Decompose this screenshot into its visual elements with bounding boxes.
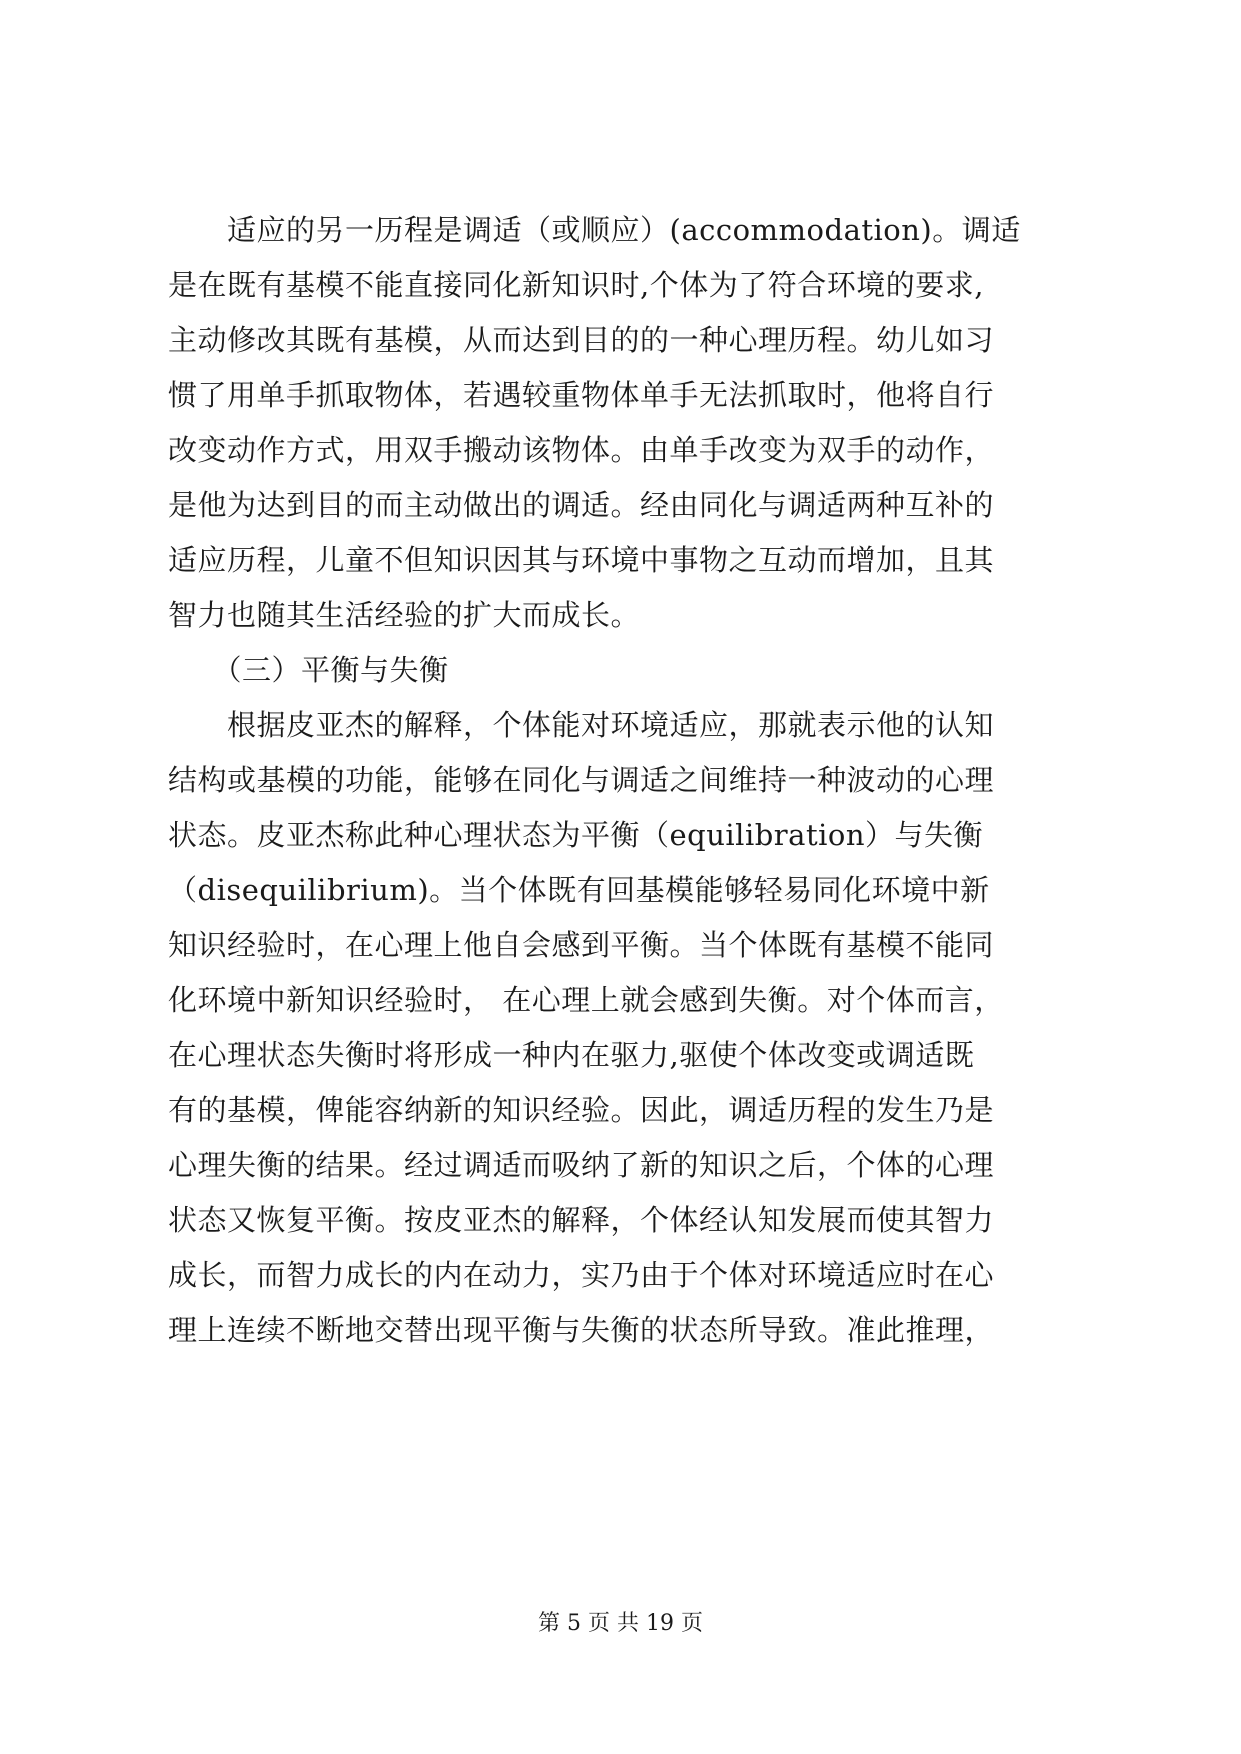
body-line: 改变动作方式，用双手搬动该物体。由单手改变为双手的动作， (168, 433, 995, 467)
section-heading: （三）平衡与失衡 (168, 653, 449, 687)
body-line: 状态又恢复平衡。按皮亚杰的解释，个体经认知发展而使其智力 (168, 1203, 995, 1237)
body-line: 知识经验时，在心理上他自会感到平衡。当个体既有基模不能同 (168, 928, 995, 962)
body-line: 根据皮亚杰的解释，个体能对环境适应，那就表示他的认知 (168, 708, 995, 742)
body-line: 化环境中新知识经验时， 在心理上就会感到失衡。对个体而言， (168, 983, 1004, 1017)
body-line: 状态。皮亚杰称此种心理状态为平衡（equilibration）与失衡 (168, 818, 984, 852)
body-line: 结构或基模的功能，能够在同化与调适之间维持一种波动的心理 (168, 763, 995, 797)
body-line: 有的基模，俾能容纳新的知识经验。因此，调适历程的发生乃是 (168, 1093, 995, 1127)
body-line: 在心理状态失衡时将形成一种内在驱力,驱使个体改变或调适既 (168, 1038, 975, 1072)
body-line: 智力也随其生活经验的扩大而成长。 (168, 598, 641, 632)
body-line: 心理失衡的结果。经过调适而吸纳了新的知识之后，个体的心理 (168, 1148, 995, 1182)
body-line: 成长，而智力成长的内在动力，实乃由于个体对环境适应时在心 (168, 1258, 995, 1292)
page-number: 第 5 页 共 19 页 (538, 1611, 703, 1636)
body-line: 是在既有基模不能直接同化新知识时,个体为了符合环境的要求, (168, 268, 984, 302)
body-line: 是他为达到目的而主动做出的调适。经由同化与调适两种互补的 (168, 488, 995, 522)
body-line: （disequilibrium)。当个体既有回基模能够轻易同化环境中新 (168, 873, 990, 907)
body-line: 适应的另一历程是调适（或顺应）(accommodation)。调适 (168, 213, 1021, 247)
body-line: 惯了用单手抓取物体，若遇较重物体单手无法抓取时，他将自行 (168, 378, 995, 412)
body-line: 理上连续不断地交替出现平衡与失衡的状态所导致。准此推理， (168, 1313, 995, 1347)
body-line: 适应历程，儿童不但知识因其与环境中事物之互动而增加，且其 (168, 543, 995, 577)
body-line: 主动修改其既有基模，从而达到目的的一种心理历程。幼儿如习 (168, 323, 995, 357)
